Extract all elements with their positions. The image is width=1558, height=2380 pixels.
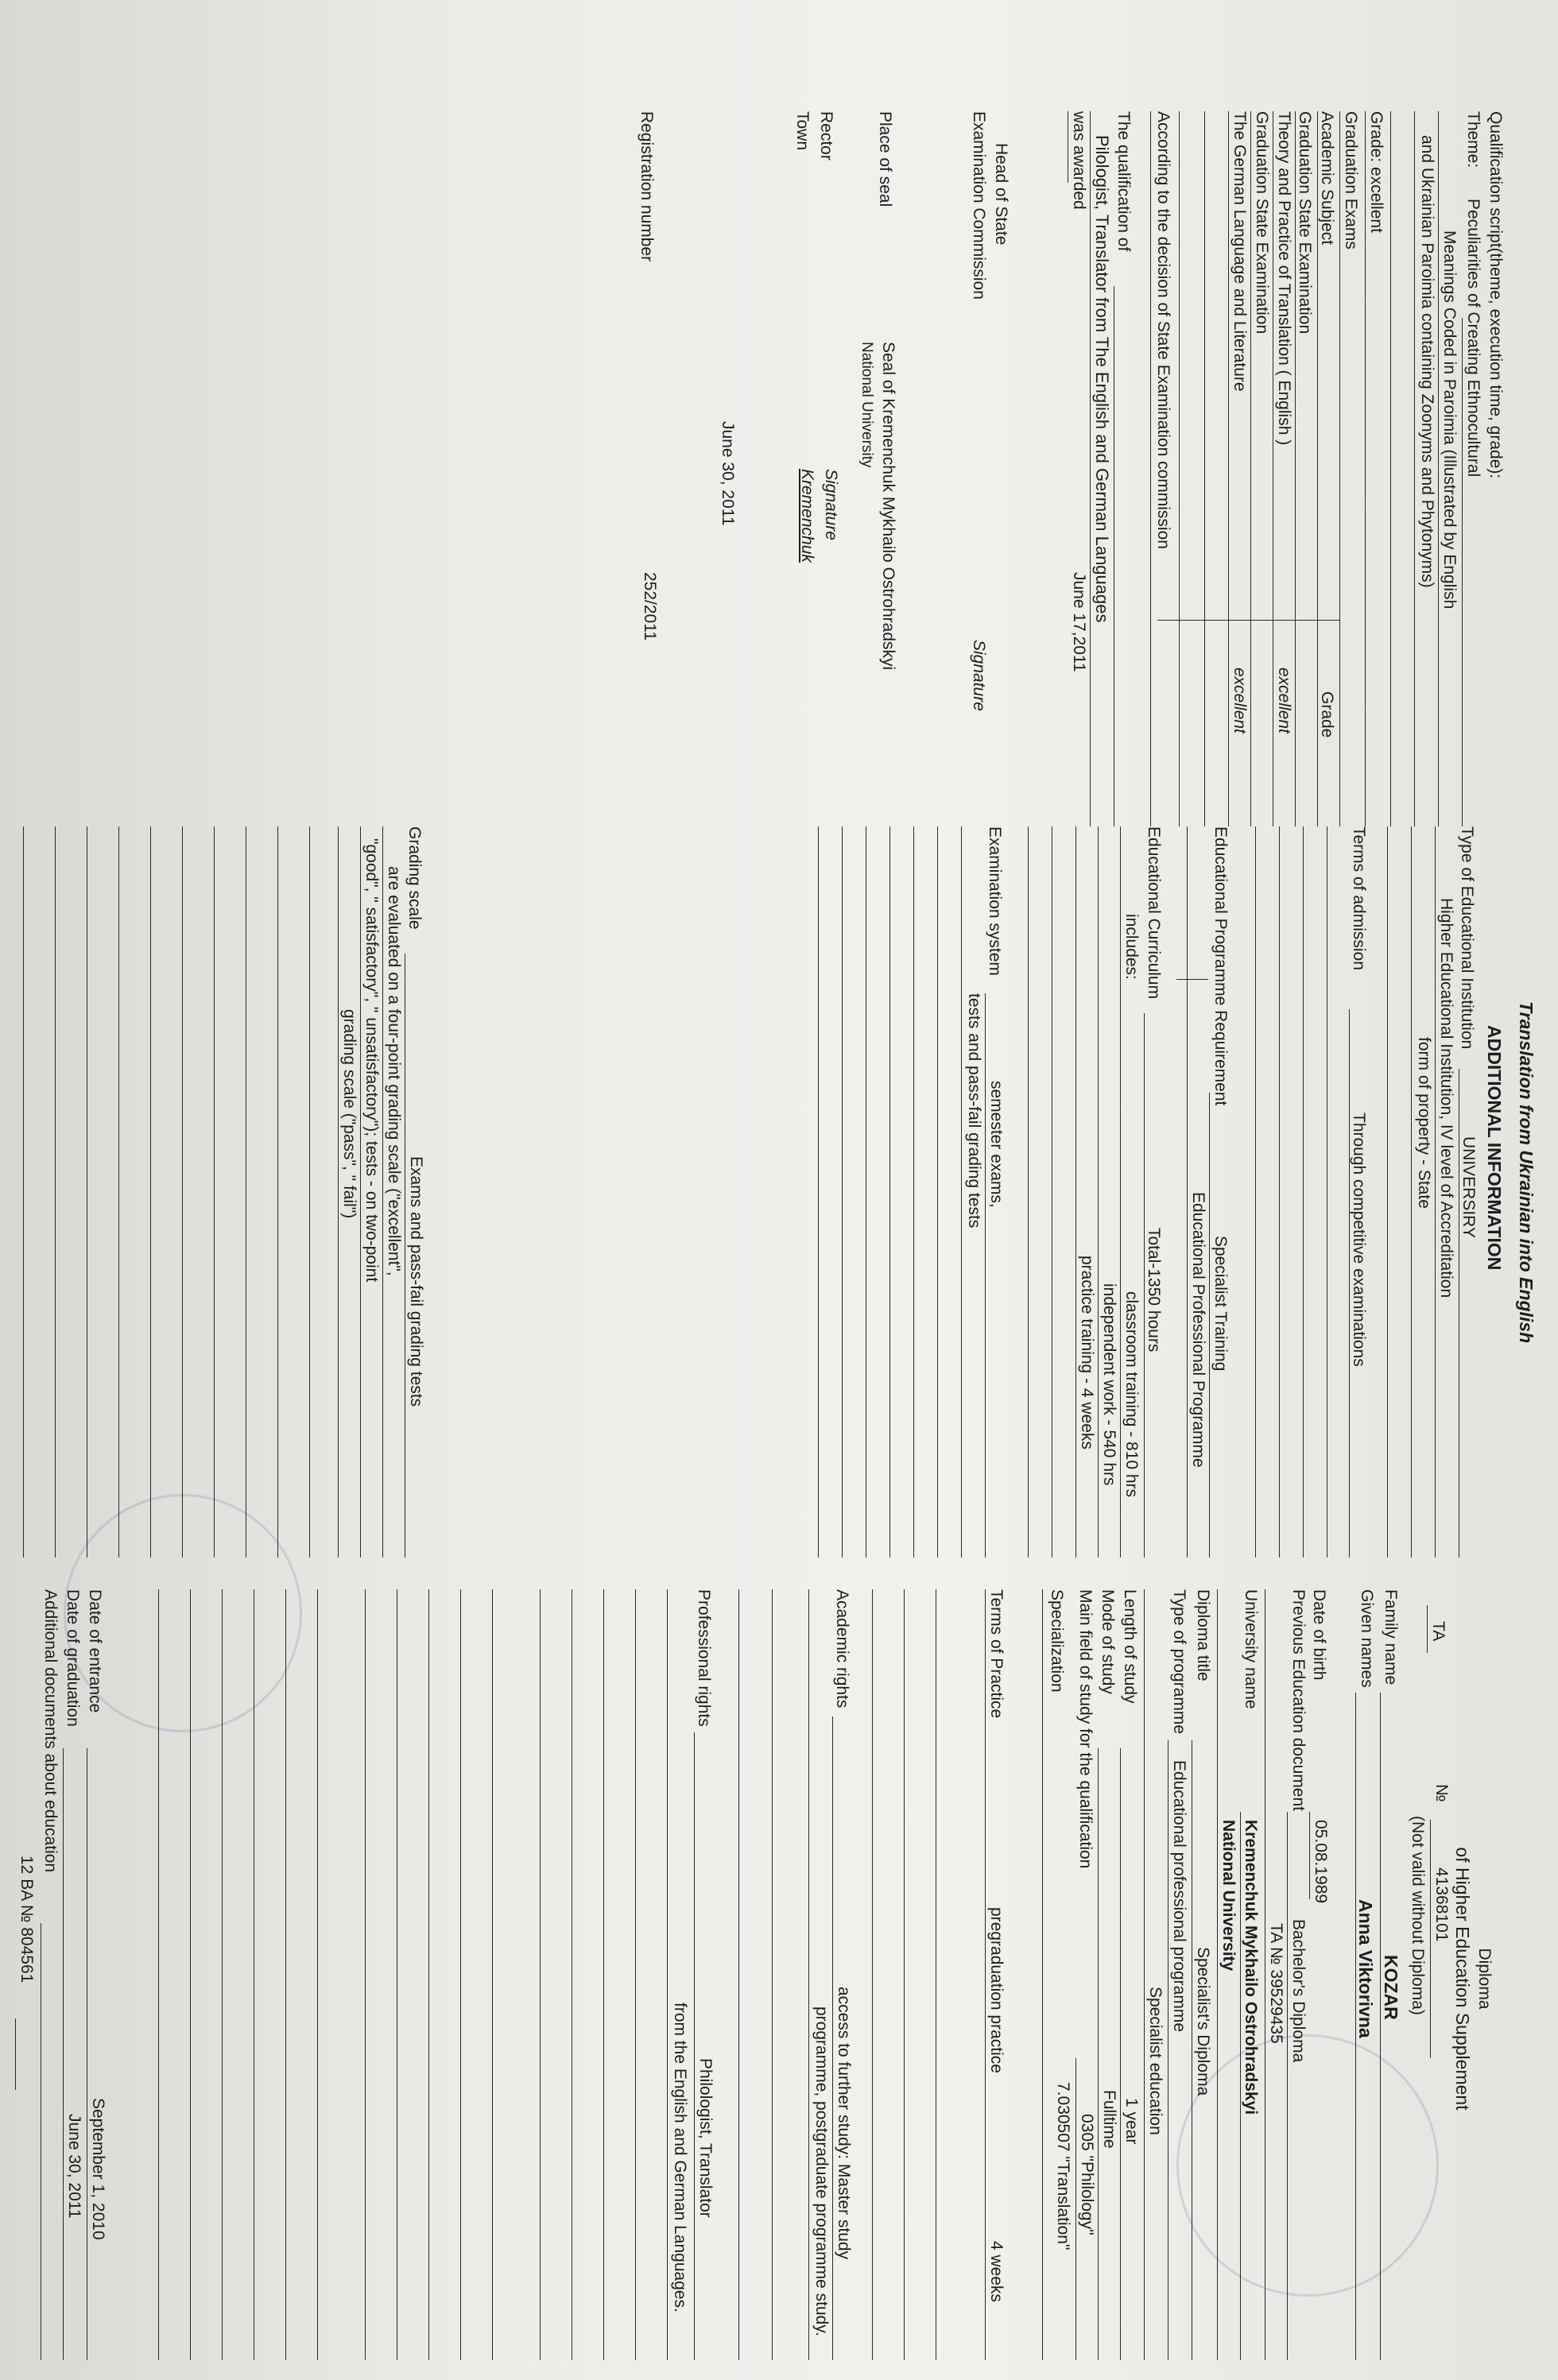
grading-label: Grading scale [405,826,424,930]
curriculum-total: Total-1350 hours [1145,1228,1163,1353]
table-header-subject: Academic Subject [1318,111,1336,246]
curriculum-label: Educational Curriculum [1145,826,1163,1000]
exam-system-label: Examination system [986,826,1004,976]
grading-scale-3: "good", " satisfactory", " unsatisfactory"); tests - on two-point [362,838,381,1283]
university-name-label: University name [1242,1589,1260,1709]
academic-rights: access to further study: Master study [835,1987,853,2260]
not-valid-note: (Not valid without Diploma) [1409,1816,1427,2015]
university-name-2: National University [1219,1820,1238,1972]
curriculum-classroom: classroom training - 810 hrs [1122,1291,1141,1498]
town: Kremenchuk [798,469,816,563]
practice-weeks: 4 weeks [987,2241,1006,2303]
practice: pregraduation practice [987,1907,1006,2073]
table-header-grade: Grade [1318,691,1336,738]
curriculum-practice: practice training - 4 weeks [1078,1256,1096,1449]
registration-number: 252/2011 [641,572,659,641]
theme-line-3: and Ukrainian Paroimia containing Zoonyms and Phytonyms) [1418,135,1436,588]
diploma-series: TA [1429,1621,1448,1642]
number-sign: № [1432,1784,1451,1802]
diploma-title-label: Diploma title [1194,1589,1212,1681]
exam-system-2: tests and pass-fail grading tests [965,993,983,1229]
admission-label: Terms of admission [1350,826,1368,970]
theme-line-2: Meanings Coded in Paroimia (Illustrated by English [1440,230,1459,610]
additional-docs-label: Additional documents about education [41,1589,60,1873]
dob: 05.08.1989 [1312,1820,1330,1904]
programme-type-label: Type of programme [1170,1589,1188,1735]
qual-script-label: Qualification script(theme, execution time, grade): [1486,111,1505,479]
table-row-1-subject: Graduation State Examination [1296,111,1314,335]
diploma-supplement-title: of Higher Education Supplement [1452,1847,1473,2111]
table-row-3-subject: Graduation State Examination [1253,111,1271,335]
dob-label: Date of birth [1310,1589,1328,1681]
practice-label: Terms of Practice [987,1589,1006,1719]
mode-label: Mode of study [1099,1589,1117,1694]
specialization-label: Specialization [1048,1589,1066,1693]
head-commission-1: Head of State [992,143,1010,246]
professional-rights-label: Professional rights [695,1589,713,1727]
field: 0305 "Philology" [1078,2114,1096,2235]
qualification-of: The qualification of [1114,111,1133,252]
professional-rights: Philologist, Translator [696,2058,715,2218]
institution-type-label: Type of Educational Institution [1458,826,1476,1050]
entrance-label: Date of entrance [86,1589,104,1713]
seal-text-2: National University [858,342,875,468]
prev-doc-number: TA № 39529435 [1267,1923,1285,2044]
graduation-date: June 30, 2011 [65,2114,83,2219]
prev-doc-label: Previous Education document [1289,1589,1308,1811]
theme-line-1: Peculiarities of Creating Ethnocultural [1464,199,1482,478]
given-names-label: Given names [1358,1589,1376,1688]
entrance-date: September 1, 2010 [89,2098,107,2240]
additional-docs: 12 BA № 804561 [17,1856,36,1983]
seal-text-1: Seal of Kremenchuk Mykhailo Ostrohradskyi [879,342,897,671]
seal-label: Place of seal [876,111,894,207]
table-row-4-subject: The German Language and Literature [1231,111,1249,392]
prev-doc: Bachelor's Diploma [1289,1919,1308,2063]
graduation-label: Date of graduation [64,1589,82,1727]
mode: Fulltime [1100,2090,1118,2149]
grading-scale-1: Exams and pass-fail grading tests [407,1156,425,1407]
field-label: Main field of study for the qualification [1076,1589,1095,1869]
diploma-title: Diploma [1475,1948,1494,2010]
qualification: Pilologist, Translator from The English and German Languages [1092,135,1112,623]
requirement-label: Educational Programme Requirement [1211,826,1230,1106]
exam-system: semester exams, [987,1081,1006,1208]
grading-scale-2: are evaluated on a four-point grading scale ("excellent", [385,866,403,1276]
qual-grade: Grade: excellent [1367,111,1386,233]
curriculum-includes: includes: [1122,914,1141,980]
length: 1 year [1122,2098,1141,2145]
programme-type-2: Specialist education [1146,1987,1165,2135]
university-name: Kremenchuk Mykhailo Ostrohradskyi [1242,1820,1260,2115]
rector-signature: Signature [822,469,840,540]
professional-rights-2: from the English and German Languages. [671,2003,689,2312]
diploma-title-value: Specialist's Diploma [1194,1947,1212,2096]
decision-text: According to the decision of State Examination commission [1154,111,1172,549]
table-row-4-grade: excellent [1231,668,1249,733]
specialization: 7.030507 "Translation" [1054,2082,1072,2250]
exams-label: Graduation Exams [1342,111,1360,250]
academic-rights-2: programme, postgraduate programme study. [812,2007,831,2337]
curriculum-independent: independent work - 540 hrs [1100,1283,1118,1486]
issue-date: June 30, 2011 [719,421,737,526]
property-form: form of property - State [1415,1037,1433,1209]
admission: Through competitive examinations [1350,1113,1368,1367]
institution-level: Higher Educational Institution, IV level of Accreditation [1437,898,1455,1298]
table-row-2-grade: excellent [1275,668,1293,733]
additional-info-heading: ADDITIONAL INFORMATION [1484,1025,1505,1271]
awarded-date: June 17,2011 [1070,572,1088,672]
registration-label: Registration number [638,111,656,262]
programme-type: Educational professional programme [1170,1760,1188,2033]
head-commission-2: Examination Commission [970,111,988,300]
head-signature: Signature [970,640,988,711]
length-label: Length of study [1121,1589,1139,1704]
seal-impression [1176,2034,1439,2297]
town-label: Town [793,111,812,151]
diploma-number: 41368101 [1432,1867,1451,1942]
academic-rights-label: Academic rights [833,1589,851,1709]
institution-type: UNIVERSIRY [1459,1136,1478,1238]
awarded-label: was awarded [1070,111,1088,210]
rector-label: Rector [817,111,835,161]
table-row-2-subject: Theory and Practice of Translation ( English ) [1275,111,1293,446]
given-names: Anna Viktorivna [1355,1899,1376,2038]
requirement-2: Educational Professional Programme [1189,1192,1207,1468]
family-name: KOZAR [1381,1955,1401,2020]
requirement: Specialist Training [1211,1236,1230,1372]
theme-label: Theme: [1464,111,1482,168]
family-name-label: Family name [1382,1589,1400,1685]
page-title: Translation from Ukrainian into English [1516,1001,1537,1344]
grading-scale-4: grading scale ("pass", " fail") [340,1009,358,1219]
